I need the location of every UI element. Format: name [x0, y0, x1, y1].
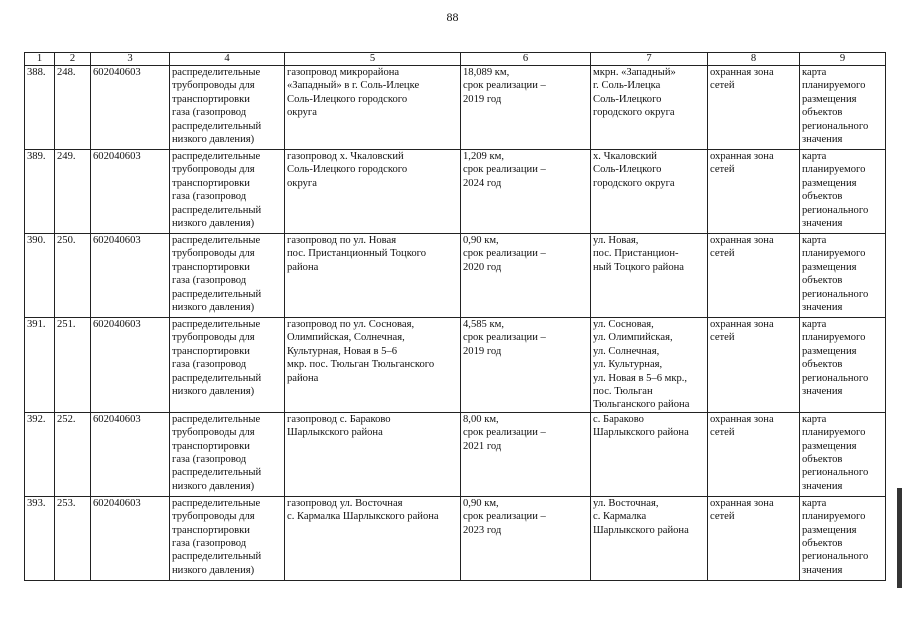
row-number-cell	[25, 496, 55, 580]
sub-number-cell	[55, 66, 91, 150]
characteristics-text: 0,90 км, срок реализации – 2023 год	[463, 497, 546, 536]
object-name-cell	[285, 234, 461, 318]
header-cell: 4	[170, 53, 285, 66]
map-reference-text: карта планируемого размещения объектов регионального значения	[802, 151, 869, 230]
map-reference-cell	[800, 412, 886, 496]
zone-cell	[708, 496, 800, 580]
row-number-text: 389.	[27, 151, 46, 162]
characteristics-cell	[461, 234, 591, 318]
sub-number-text: 253.	[57, 497, 76, 509]
map-reference-cell	[800, 66, 886, 150]
object-type-cell	[170, 234, 285, 318]
zone-cell	[708, 234, 800, 318]
table-row	[25, 318, 886, 413]
code-cell	[91, 150, 170, 234]
object-type-text: распределительные трубопроводы для транспортировки газа (газопровод распределительный низкого давления)	[172, 151, 262, 230]
object-type-cell	[170, 318, 285, 413]
zone-cell	[708, 66, 800, 150]
table-row	[25, 496, 886, 580]
characteristics-text: 8,00 км, срок реализации – 2021 год	[463, 413, 546, 452]
map-reference-cell	[800, 496, 886, 580]
map-reference-cell	[800, 234, 886, 318]
page-number: 88	[446, 10, 459, 24]
code-cell	[91, 412, 170, 496]
code-text: 602040603	[93, 151, 141, 162]
object-type-cell	[170, 150, 285, 234]
header-cell: 6	[461, 53, 591, 66]
object-name-cell	[285, 66, 461, 150]
row-number-cell	[25, 66, 55, 150]
row-number-text: 392.	[27, 413, 46, 425]
zone-cell	[708, 318, 800, 413]
header-cell: 2	[55, 53, 91, 66]
location-cell	[591, 150, 708, 234]
characteristics-text: 0,90 км, срок реализации – 2020 год	[463, 235, 546, 273]
map-reference-text: карта планируемого размещения объектов регионального значения	[802, 497, 869, 576]
row-number-text: 388.	[27, 67, 46, 78]
object-name-cell	[285, 496, 461, 580]
location-cell	[591, 234, 708, 318]
zone-text: охранная зона сетей	[710, 151, 774, 176]
code-text: 602040603	[93, 413, 141, 425]
object-type-cell	[170, 412, 285, 496]
code-text: 602040603	[93, 497, 141, 509]
header-cell: 7	[591, 53, 708, 66]
header-row	[25, 53, 886, 66]
map-reference-cell	[800, 150, 886, 234]
sub-number-cell	[55, 496, 91, 580]
characteristics-text: 4,585 км, срок реализации – 2019 год	[463, 319, 546, 357]
characteristics-cell	[461, 318, 591, 413]
characteristics-cell	[461, 66, 591, 150]
location-text: х. Чкаловский Соль-Илецкого городского округа	[593, 151, 675, 189]
object-name-cell	[285, 318, 461, 413]
location-text: ул. Восточная, с. Кармалка Шарлыкского района	[593, 497, 689, 536]
sub-number-text: 250.	[57, 235, 76, 246]
sub-number-cell	[55, 234, 91, 318]
object-type-text: распределительные трубопроводы для транспортировки газа (газопровод распределительный низкого давления)	[172, 235, 262, 314]
row-number-cell	[25, 150, 55, 234]
row-number-text: 391.	[27, 319, 46, 330]
sub-number-cell	[55, 150, 91, 234]
sub-number-text: 249.	[57, 151, 76, 162]
object-name-cell	[285, 150, 461, 234]
map-reference-text: карта планируемого размещения объектов регионального значения	[802, 67, 869, 146]
code-cell	[91, 318, 170, 413]
header-cell: 1	[25, 53, 55, 66]
scan-edge-mark	[897, 488, 902, 588]
register-table	[24, 52, 886, 581]
characteristics-text: 1,209 км, срок реализации – 2024 год	[463, 151, 546, 189]
characteristics-cell	[461, 150, 591, 234]
object-type-text: распределительные трубопроводы для транспортировки газа (газопровод распределительный низкого давления)	[172, 67, 262, 146]
characteristics-text: 18,089 км, срок реализации – 2019 год	[463, 67, 546, 105]
sub-number-cell	[55, 318, 91, 413]
characteristics-cell	[461, 412, 591, 496]
row-number-text: 393.	[27, 497, 46, 509]
zone-text: охранная зона сетей	[710, 67, 774, 92]
code-text: 602040603	[93, 319, 141, 330]
zone-text: охранная зона сетей	[710, 319, 774, 344]
object-type-text: распределительные трубопроводы для транспортировки газа (газопровод распределительный низкого давления)	[172, 319, 262, 398]
code-text: 602040603	[93, 235, 141, 246]
sub-number-cell	[55, 412, 91, 496]
sub-number-text: 248.	[57, 67, 76, 78]
zone-text: охранная зона сетей	[710, 413, 774, 439]
map-reference-text: карта планируемого размещения объектов регионального значения	[802, 235, 869, 314]
location-cell	[591, 412, 708, 496]
row-number-cell	[25, 318, 55, 413]
zone-cell	[708, 412, 800, 496]
zone-text: охранная зона сетей	[710, 235, 774, 260]
code-text: 602040603	[93, 67, 141, 78]
location-text: с. Бараково Шарлыкского района	[593, 413, 689, 439]
table-row	[25, 234, 886, 318]
code-cell	[91, 66, 170, 150]
header-cell: 5	[285, 53, 461, 66]
row-number-text: 390.	[27, 235, 46, 246]
location-cell	[591, 496, 708, 580]
zone-text: охранная зона сетей	[710, 497, 774, 523]
object-name-cell	[285, 412, 461, 496]
header-cell: 8	[708, 53, 800, 66]
object-type-cell	[170, 496, 285, 580]
code-cell	[91, 234, 170, 318]
location-cell	[591, 66, 708, 150]
table-row	[25, 66, 886, 150]
characteristics-cell	[461, 496, 591, 580]
sub-number-text: 252.	[57, 413, 76, 425]
object-name-text: газопровод х. Чкаловский Соль-Илецкого городского округа	[287, 151, 408, 189]
map-reference-text: карта планируемого размещения объектов регионального значения	[802, 319, 869, 398]
map-reference-cell	[800, 318, 886, 413]
object-type-cell	[170, 66, 285, 150]
location-cell	[591, 318, 708, 413]
zone-cell	[708, 150, 800, 234]
table-row	[25, 412, 886, 496]
object-name-text: газопровод ул. Восточная с. Кармалка Шарлыкского района	[287, 497, 439, 523]
code-cell	[91, 496, 170, 580]
object-type-text: распределительные трубопроводы для транспортировки газа (газопровод распределительный низкого давления)	[172, 497, 262, 576]
location-text: мкрн. «Западный» г. Соль-Илецка Соль-Илецкого городского округа	[593, 67, 676, 119]
map-reference-text: карта планируемого размещения объектов регионального значения	[802, 413, 869, 492]
header-cell: 9	[800, 53, 886, 66]
object-name-text: газопровод по ул. Сосновая, Олимпийская, Солнечная, Культурная, Новая в 5–6 мкр. пос. Тюльган Тюльганского района	[287, 319, 435, 384]
object-name-text: газопровод микрорайона «Западный» в г. Соль-Илецке Соль-Илецкого городского округа	[287, 67, 420, 119]
sub-number-text: 251.	[57, 319, 76, 330]
header-cell: 3	[91, 53, 170, 66]
location-text: ул. Новая, пос. Пристанцион- ный Тоцкого района	[593, 235, 685, 273]
object-type-text: распределительные трубопроводы для транспортировки газа (газопровод распределительный низкого давления)	[172, 413, 262, 492]
table-row	[25, 150, 886, 234]
object-name-text: газопровод с. Бараково Шарлыкского района	[287, 413, 391, 439]
location-text: ул. Сосновая, ул. Олимпийская, ул. Солнечная, ул. Культурная, ул. Новая в 5–6 мкр., пос. Тюльган Тюльганского района	[593, 319, 690, 411]
row-number-cell	[25, 234, 55, 318]
object-name-text: газопровод по ул. Новая пос. Пристанционный Тоцкого района	[287, 235, 427, 273]
row-number-cell	[25, 412, 55, 496]
